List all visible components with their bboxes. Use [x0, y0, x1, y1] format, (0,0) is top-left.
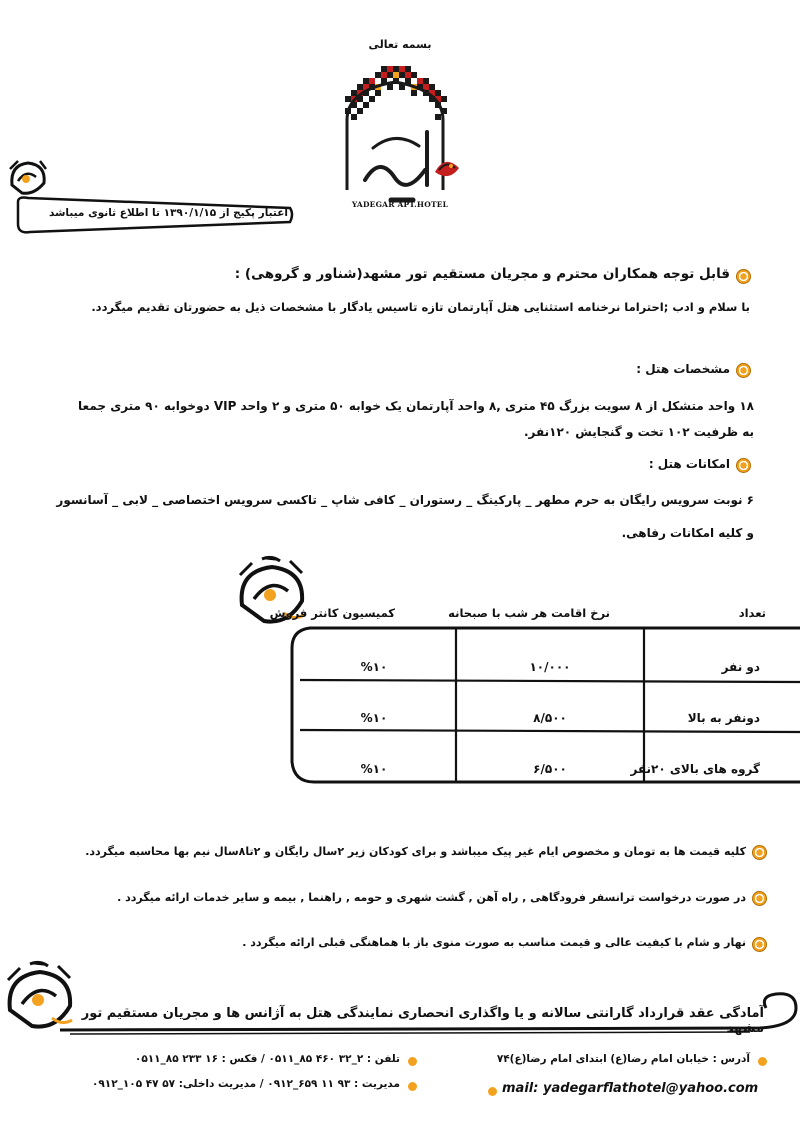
row-3-rate: ۶/۵۰۰: [533, 762, 567, 776]
facilities-line-1: ۶ نوبت سرویس رایگان به حرم مطهر _ پارکینگ _ رستوران _ کافی شاپ _ تاکسی سرویس اختصاصی _ لابی _ آسانسور: [56, 493, 754, 507]
facilities-line-2: و کلیه امکانات رفاهی.: [621, 526, 754, 540]
management-text: مدیریت : ۹۳ ۱۱ ۶۵۹_۰۹۱۲ / مدیریت داخلی: ۵۷ ۴۷ ۱۰۵_۰۹۱۲: [91, 1078, 400, 1090]
email-label: mail:: [502, 1081, 539, 1096]
specs-line-2: به ظرفیت ۱۰۲ تخت و گنجایش ۱۲۰نفر.: [523, 425, 754, 439]
address-dot-icon: [758, 1057, 767, 1066]
email-address[interactable]: yadegarflathotel@yahoo.com: [542, 1081, 759, 1096]
row-1-count: دو نفر: [721, 660, 760, 674]
row-2-rate: ۸/۵۰۰: [533, 711, 567, 725]
email-dot-icon: [488, 1087, 497, 1096]
table-header-rate: نرخ اقامت هر شب با صبحانه: [448, 606, 610, 620]
phone-dot-icon: [408, 1057, 417, 1066]
ornament-bird-icon: [4, 155, 52, 203]
logo-pattern-icon: [335, 60, 465, 212]
row-1-rate: ۱۰/۰۰۰: [529, 660, 571, 674]
row-2-commission: %۱۰: [360, 711, 388, 725]
phone-text: تلفن : ۲_۳۲ ۴۶۰ ۸۵_۰۵۱۱ / فکس : ۱۶ ۲۳۳ ۸۵_۰۵۱۱: [134, 1053, 400, 1065]
note-2: در صورت درخواست ترانسفر فرودگاهی , راه آهن , گشت شهری و حومه , راهنما , بیمه و سایر خدمات ارائه میگردد .: [117, 891, 746, 904]
specs-bullet-icon: [736, 363, 751, 378]
note-1: کلیه قیمت ها به تومان و مخصوص ایام غیر پیک میباشد و برای کودکان زیر ۲سال رایگان و ۲تا۸سال نیم بها محاسبه میگردد.: [85, 845, 746, 858]
validity-text: اعتبار پکیج از ۱۳۹۰/۱/۱۵ تا اطلاع ثانوی میباشد: [49, 207, 288, 219]
note-2-bullet-icon: [752, 891, 767, 906]
email-line: [502, 1081, 762, 1096]
heading-bullet-icon: [736, 269, 751, 284]
specs-title: مشخصات هتل :: [636, 362, 730, 376]
management-dot-icon: [408, 1082, 417, 1091]
footer-title: آمادگی عقد قرارداد گارانتی سالانه و یا واگذاری انحصاری نمایندگی هتل به آژانس ها و مجریان مستقیم تور مشهد: [81, 1006, 764, 1036]
bismillah-text: بسمه تعالی: [368, 38, 432, 51]
row-1-commission: %۱۰: [360, 660, 388, 674]
logo-caption: YADEGAR APT.HOTEL: [351, 200, 449, 209]
note-3: نهار و شام با کیفیت عالی و قیمت مناسب به صورت منوی باز با هماهنگی قبلی ارائه میگردد .: [242, 936, 746, 949]
specs-line-1: ۱۸ واحد متشکل از ۸ سویت بزرگ ۴۵ متری ,۸ واحد آپارتمان یک خوابه ۵۰ متری و ۲ واحد VIP دوخوابه ۹۰ متری جمعا: [78, 399, 754, 413]
address-text: آدرس : خیابان امام رضا(ع) ابتدای امام رضا(ع)۷۴: [496, 1053, 750, 1065]
facilities-bullet-icon: [736, 458, 751, 473]
note-3-bullet-icon: [752, 937, 767, 952]
table-header-commission: کمیسیون کانتر فروش: [269, 606, 395, 620]
row-2-count: دونفر به بالا: [687, 711, 760, 725]
table-header-count: تعداد: [738, 606, 766, 620]
note-1-bullet-icon: [752, 845, 767, 860]
row-3-commission: %۱۰: [360, 762, 388, 776]
hotel-logo: [335, 60, 465, 212]
intro-heading: قابل توجه همکاران محترم و مجریان مستقیم تور مشهد(شناور و گروهی) :: [234, 266, 730, 282]
intro-text: با سلام و ادب ;احتراما نرخنامه استثنایی هتل آپارتمان تازه تاسیس یادگار با مشخصات ذیل به حضورتان تقدیم میگردد.: [91, 300, 750, 314]
row-3-count: گروه های بالای ۲۰نفر: [630, 762, 760, 776]
facilities-title: امکانات هتل :: [648, 457, 730, 471]
